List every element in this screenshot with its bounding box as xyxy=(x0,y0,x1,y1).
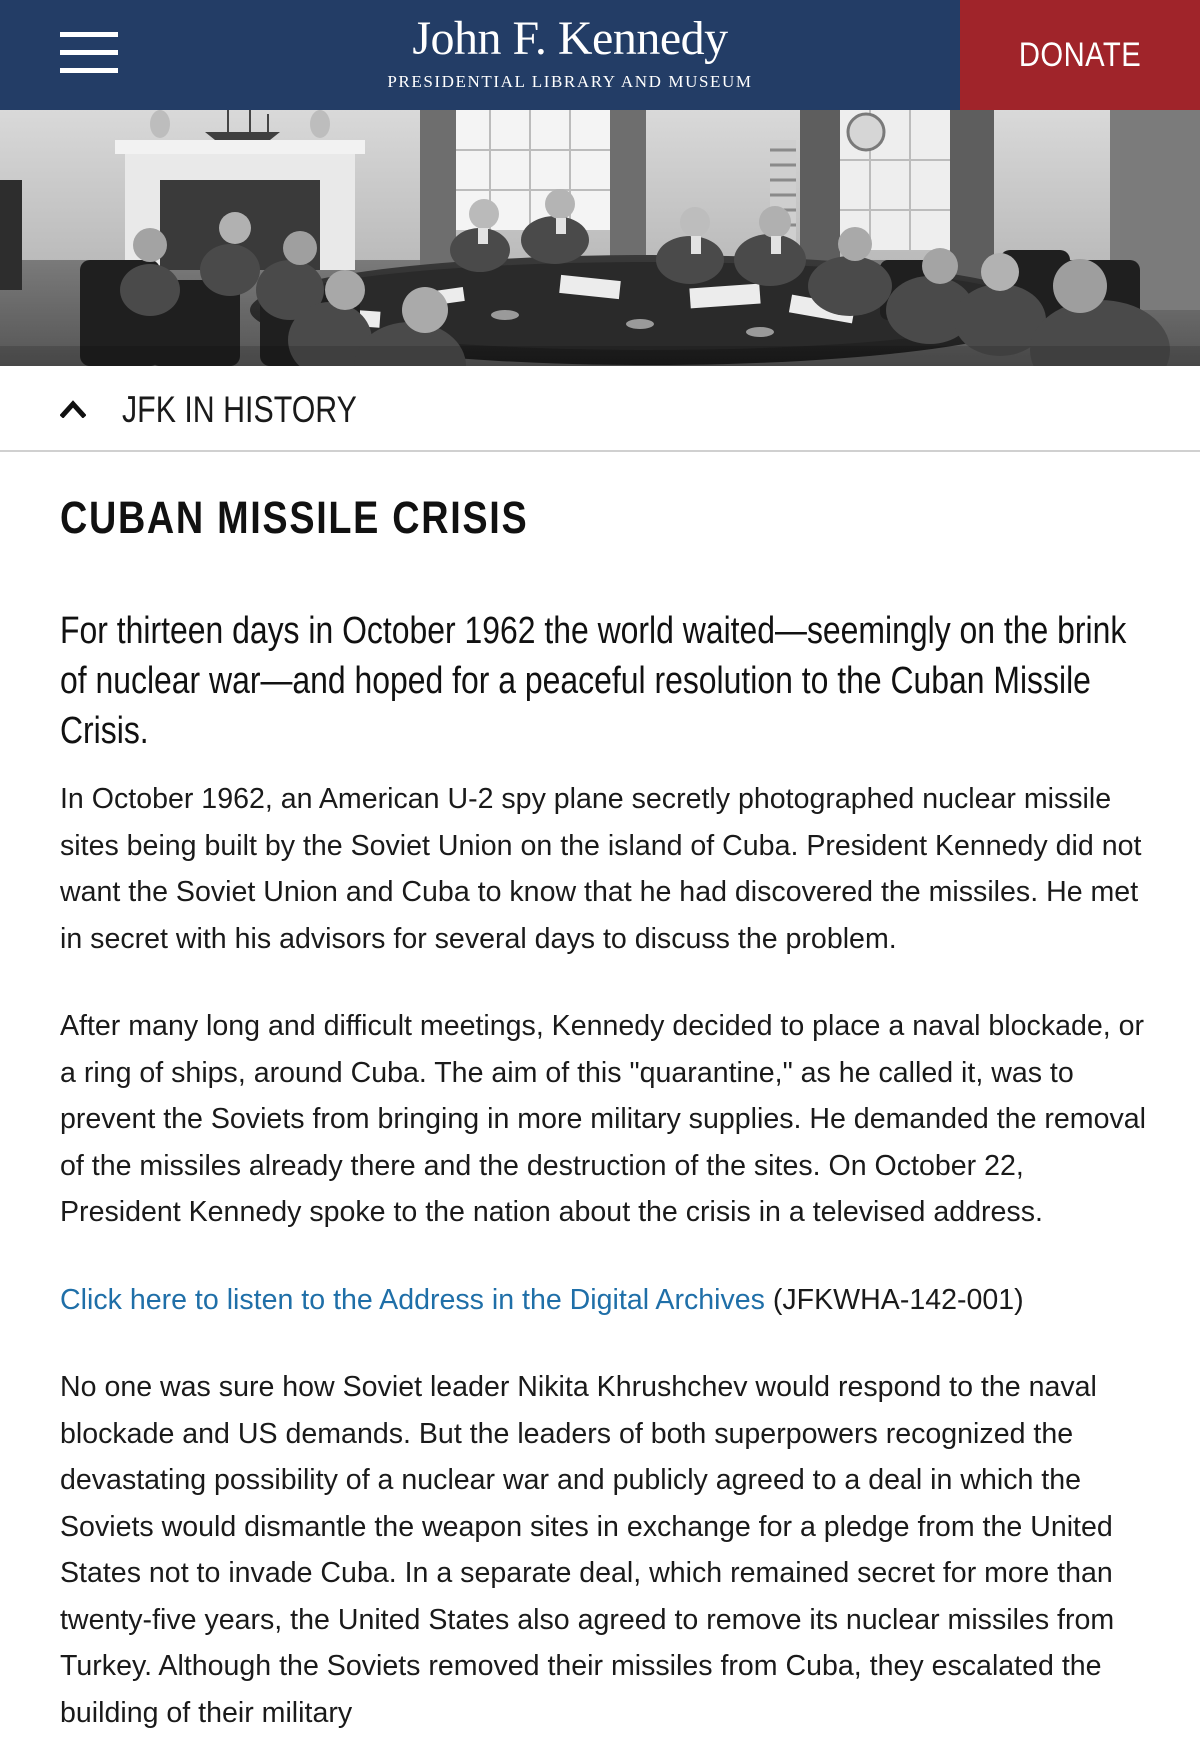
archive-id: (JFKWHA-142-001) xyxy=(764,1283,1024,1316)
section-nav-jfk-in-history[interactable] xyxy=(0,366,1200,452)
donate-area[interactable] xyxy=(960,0,1200,110)
digital-archives-link[interactable]: Click here to listen to the Address in the Digital Archives xyxy=(60,1283,765,1316)
hero-photo xyxy=(0,110,1200,366)
site-header xyxy=(0,0,1200,110)
donate-button[interactable]: DONATE xyxy=(977,0,1183,110)
section-nav-label: JFK IN HISTORY xyxy=(122,389,357,430)
article-paragraph: In October 1962, an American U-2 spy plane secretly photographed nuclear missile sites being built by the Soviet Union on the island of Cuba. President Kennedy did not want the Soviet Union and Cuba to know that he had discovered the missiles. He met in secret with his advisors for several days to discuss the problem. xyxy=(60,783,1142,955)
logo-subtitle: PRESIDENTIAL LIBRARY AND MUSEUM xyxy=(387,72,753,91)
page-title: CUBAN MISSILE CRISIS xyxy=(60,492,529,543)
hamburger-menu-icon[interactable] xyxy=(56,28,124,78)
article xyxy=(60,452,1150,1736)
article-paragraph: No one was sure how Soviet leader Nikita Khrushchev would respond to the naval blockade and US demands. But the leaders of both superpowers recognized the devastating possibility of a nuclear war and publicly agreed to a deal in which the Soviets would dismantle the weapon sites in exchange for a pledge from the United States not to invade Cuba. In a separate deal, which remained secret for more than twenty-five years, the United States also agreed to remove its nuclear missiles from Turkey. Although the Soviets removed their missiles from Cuba, they escalated the building of their military xyxy=(60,1371,1115,1729)
chevron-up-icon xyxy=(60,398,86,418)
cabinet-meeting-photo xyxy=(0,110,1200,366)
logo-title: John F. Kennedy xyxy=(412,12,728,65)
archive-link-paragraph xyxy=(60,1277,1147,1324)
site-logo[interactable] xyxy=(365,10,775,102)
article-lede: For thirteen days in October 1962 the world waited—seemingly on the brink of nuclear war—and hoped for a peaceful resolution to the Cuban Missile Crisis. xyxy=(60,610,1127,752)
article-paragraph: After many long and difficult meetings, Kennedy decided to place a naval blockade, or a ring of ships, around Cuba. The aim of this "quarantine," as he called it, was to prevent the Soviets from bringing in more military supplies. He demanded the removal of the missiles already there and the destruction of the sites. On October 22, President Kennedy spoke to the nation about the crisis in a televised address. xyxy=(60,1010,1146,1228)
